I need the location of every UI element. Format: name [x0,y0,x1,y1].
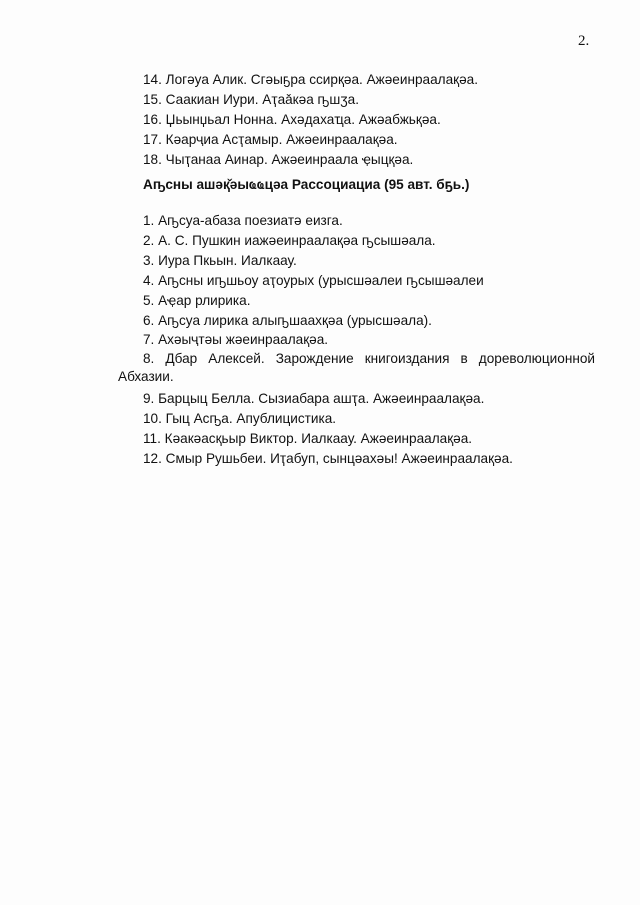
list-item: 2. А. С. Пушкин иажәеинраалақәа ҧсышәала. [143,233,436,248]
list-item: 14. Логәуа Алик. Сгәыҕра ссирқәа. Ажәеинраалақәа. [143,72,478,87]
page-number: 2. [578,33,590,49]
list-item: 7. Ахәыҷтәы жәеинраалақәа. [143,332,329,347]
list-item: 12. Смыр Рушьбеи. Иҭабуп, сынцәахәы! Ажәеинраалақәа. [143,451,513,466]
list-item: 5. Аҿар рлирика. [143,293,251,308]
list-item: 4. Аҧсны иҧшьоу аҭоурых (урысшәалеи ҧсышәалеи [143,273,484,288]
list-item: 17. Кәарҷиа Асҭамыр. Ажәеинраалақәа. [143,132,398,147]
list-item: 1. Аҧсуа-абаза поезиатә еизга. [143,213,343,228]
list-item-paragraph: 8. Дбар Алексей. Зарождение книгоиздания в дореволюционной Абхазии. [118,351,595,384]
list-item: 16. Џьынџьал Нонна. Ахәдахаҵа. Ажәабжьқәа. [143,112,441,127]
list-item: 9. Барцыц Белла. Сызиабара ашҭа. Ажәеинраалақәа. [143,391,485,406]
list-item: 18. Чыҭанаа Аинар. Ажәеинраала ҿыцқәа. [143,152,414,167]
list-item: 6. Аҧсуа лирика алыҧшаахқәа (урысшәала). [143,313,432,328]
list-item: 11. Кәакәасқьыр Виктор. Иалкаау. Ажәеинраалақәа. [143,431,473,446]
list-item: 10. Гыц Асҧа. Апублицистика. [143,411,337,426]
list-item: 3. Иура Пкьын. Иалкаау. [143,253,297,268]
section-heading: Аҧсны ашәқ̌әыҩҩцәа Рассоциациа (95 авт. бҕь.) [143,177,470,192]
list-item: 15. Саакиан Иури. Аҭаа̌кәа ҧшӡа. [143,92,360,107]
